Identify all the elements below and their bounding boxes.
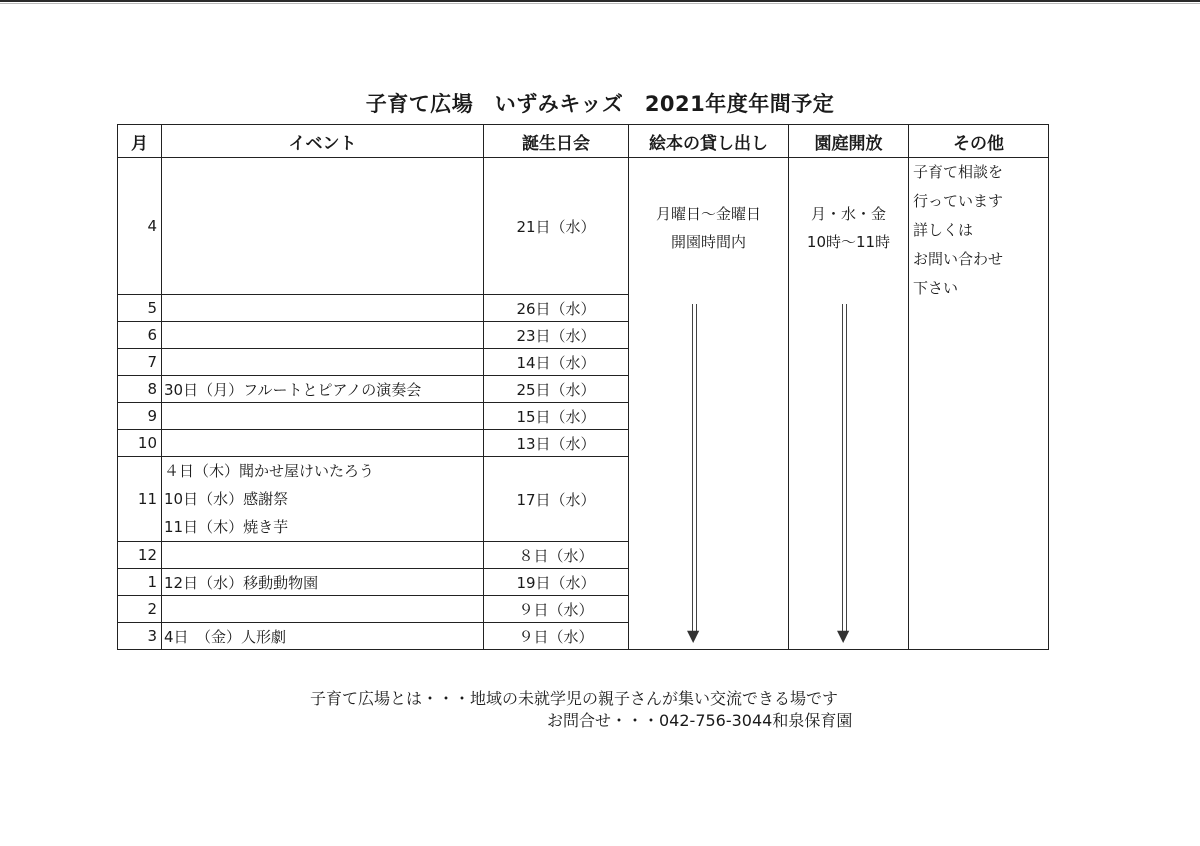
page-title: 子育て広場 いずみキッズ 2021年度年間予定 — [365, 92, 835, 116]
month-cell: 4 — [118, 158, 162, 295]
event-item: ４日（木）聞かせ屋けいたろう — [164, 462, 375, 480]
birthday-cell: ９日（水） — [484, 596, 629, 623]
month-cell: 11 — [118, 457, 162, 542]
event-cell: 30日（月）フルートとピアノの演奏会 — [162, 376, 484, 403]
scan-edge — [0, 0, 1200, 2]
header-birthday: 誕生日会 — [484, 125, 629, 158]
note-line: 行っています — [913, 192, 1004, 210]
event-cell — [162, 295, 484, 322]
footer-description: 子育て広場とは・・・地域の未就学児の親子さんが集い交流できる場です — [310, 689, 839, 708]
month-cell: 9 — [118, 403, 162, 430]
header-month: 月 — [118, 125, 162, 158]
scan-edge-shadow — [0, 3, 1200, 4]
birthday-cell: 13日（水） — [484, 430, 629, 457]
down-arrow-icon: ▼ — [837, 626, 850, 645]
birthday-cell: 14日（水） — [484, 349, 629, 376]
other-notes-cell — [909, 158, 1049, 650]
event-cell — [162, 542, 484, 569]
birthday-cell: 15日（水） — [484, 403, 629, 430]
month-cell: 7 — [118, 349, 162, 376]
header-garden-open: 園庭開放 — [789, 125, 909, 158]
footer-contact: お問合せ・・・042-756-3044和泉保育園 — [547, 711, 853, 730]
event-item: 11日（木）焼き芋 — [164, 518, 289, 536]
note-line: 下さい — [913, 279, 959, 297]
birthday-cell: 25日（水） — [484, 376, 629, 403]
schedule-table — [117, 124, 1049, 650]
month-cell: 1 — [118, 569, 162, 596]
event-cell: 12日（水）移動動物園 — [162, 569, 484, 596]
event-cell — [162, 403, 484, 430]
header-other: その他 — [909, 125, 1049, 158]
event-cell — [162, 322, 484, 349]
birthday-cell: ９日（水） — [484, 623, 629, 650]
event-cell — [162, 158, 484, 295]
book-lending-cell — [629, 158, 789, 650]
month-cell: 8 — [118, 376, 162, 403]
event-item: 10日（水）感謝祭 — [164, 490, 289, 508]
birthday-cell: 17日（水） — [484, 457, 629, 542]
month-cell: 6 — [118, 322, 162, 349]
birthday-cell: ８日（水） — [484, 542, 629, 569]
header-event: イベント — [162, 125, 484, 158]
event-cell — [162, 430, 484, 457]
down-arrow-icon: ▼ — [687, 626, 700, 645]
month-cell: 2 — [118, 596, 162, 623]
note-line: 詳しくは — [913, 221, 974, 239]
table-row — [118, 158, 1049, 295]
header-book-lending: 絵本の貸し出し — [629, 125, 789, 158]
note-line: 子育て相談を — [913, 163, 1004, 181]
book-lending-text — [629, 200, 788, 256]
birthday-cell: 23日（水） — [484, 322, 629, 349]
book-lending-days: 月曜日～金曜日 — [655, 205, 761, 223]
month-cell: 5 — [118, 295, 162, 322]
note-line: お問い合わせ — [913, 250, 1004, 268]
garden-open-days: 月・水・金 — [810, 205, 886, 223]
garden-open-hours: 10時～11時 — [806, 233, 891, 251]
arrow-line — [842, 304, 847, 634]
month-cell: 12 — [118, 542, 162, 569]
birthday-cell: 19日（水） — [484, 569, 629, 596]
month-cell: 10 — [118, 430, 162, 457]
event-cell — [162, 457, 484, 542]
book-lending-hours: 開園時間内 — [670, 233, 746, 251]
event-cell: 4日 （金）人形劇 — [162, 623, 484, 650]
garden-open-text — [789, 200, 908, 256]
birthday-cell: 21日（水） — [484, 158, 629, 295]
birthday-cell: 26日（水） — [484, 295, 629, 322]
header-row — [118, 125, 1049, 158]
event-cell — [162, 349, 484, 376]
arrow-line — [692, 304, 697, 634]
garden-open-cell — [789, 158, 909, 650]
month-cell: 3 — [118, 623, 162, 650]
event-cell — [162, 596, 484, 623]
